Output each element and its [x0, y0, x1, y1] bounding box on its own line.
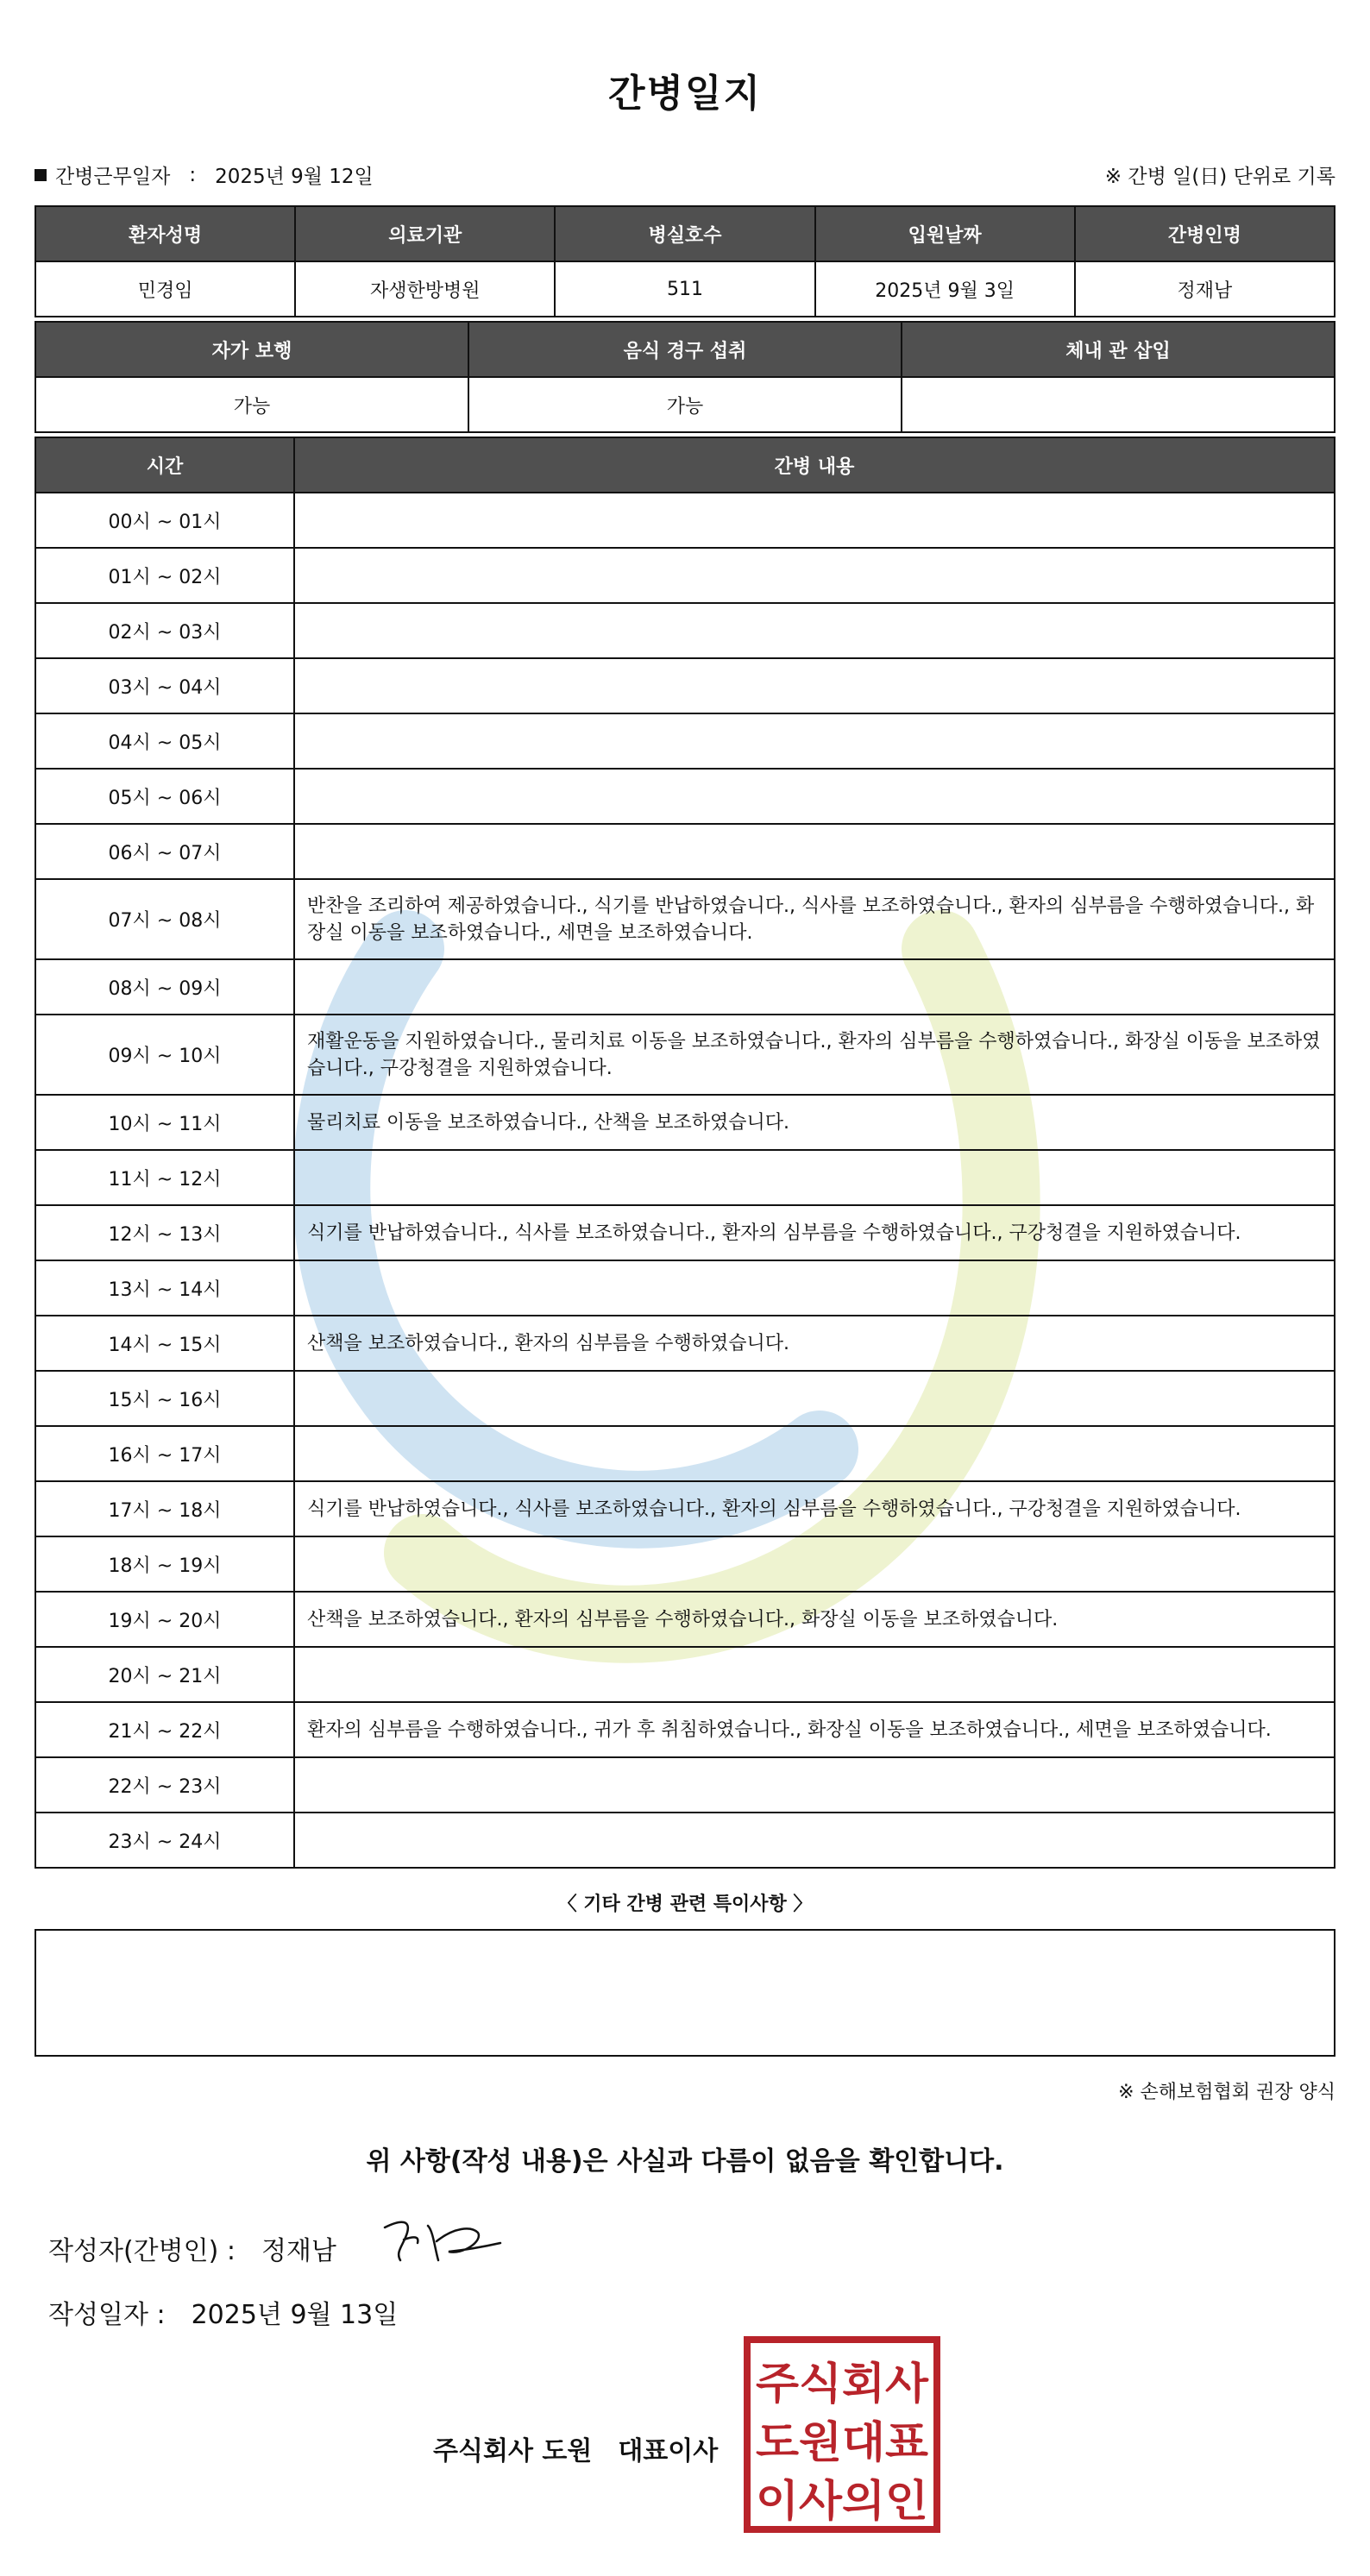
work-date-separator: :: [189, 163, 197, 186]
time-slot: 22시 ~ 23시: [35, 1757, 294, 1813]
work-date-line: [35, 160, 374, 189]
care-note: [294, 1647, 1335, 1702]
time-slot: 05시 ~ 06시: [35, 769, 294, 824]
header-room-number: 병실호수: [555, 206, 814, 261]
written-date-label: 작성일자 :: [48, 2300, 166, 2330]
handwritten-signature: [376, 2210, 506, 2271]
author-line: [48, 2229, 336, 2267]
care-note: [294, 769, 1335, 824]
tube-insertion-value: [902, 377, 1335, 432]
table-row: [35, 658, 1335, 713]
care-note: 재활운동을 지원하였습니다., 물리치료 이동을 보조하였습니다., 환자의 심부름을 수행하였습니다., 화장실 이동을 보조하였습니다., 구강청결을 지원하였습니다.: [294, 1015, 1335, 1095]
care-note: [294, 658, 1335, 713]
time-slot: 12시 ~ 13시: [35, 1205, 294, 1260]
table-row: [35, 603, 1335, 658]
care-note: [294, 1757, 1335, 1813]
admission-date: 2025년 9월 3일: [815, 261, 1075, 317]
document-title: 간병일지: [607, 72, 762, 116]
company-name: 주식회사 도원: [433, 2436, 593, 2466]
bullet-square-icon: [35, 169, 47, 181]
care-note: 식기를 반납하였습니다., 식사를 보조하였습니다., 환자의 심부름을 수행하였습니다., 구강청결을 지원하였습니다.: [294, 1481, 1335, 1536]
table-row: [35, 1702, 1335, 1757]
care-note: [294, 1813, 1335, 1868]
time-slot: 21시 ~ 22시: [35, 1702, 294, 1757]
table-row: [35, 1205, 1335, 1260]
patient-name: 민경임: [35, 261, 295, 317]
time-slot: 13시 ~ 14시: [35, 1260, 294, 1316]
patient-info-table: [35, 205, 1335, 317]
header-caregiver-name: 간병인명: [1075, 206, 1335, 261]
table-row: [35, 824, 1335, 879]
oral-intake-value: 가능: [468, 377, 902, 432]
care-note: 반찬을 조리하여 제공하였습니다., 식기를 반납하였습니다., 식사를 보조하였습니다., 환자의 심부름을 수행하였습니다., 화장실 이동을 보조하였습니다., 세면을 보조하였습니다.: [294, 879, 1335, 959]
author-name: 정재남: [261, 2236, 336, 2266]
table-row: [35, 1150, 1335, 1205]
care-note: [294, 959, 1335, 1015]
time-slot: 06시 ~ 07시: [35, 824, 294, 879]
table-row: [35, 713, 1335, 769]
company-line: [433, 2429, 718, 2467]
time-slot: 17시 ~ 18시: [35, 1481, 294, 1536]
table-row: [35, 1647, 1335, 1702]
seal-text-line: 도원대표: [756, 2417, 929, 2467]
care-note: [294, 1150, 1335, 1205]
representative-title: 대표이사: [618, 2436, 719, 2466]
care-note: [294, 1371, 1335, 1426]
room-number: 511: [555, 261, 814, 317]
header-admission-date: 입원날짜: [815, 206, 1075, 261]
header-time: 시간: [35, 437, 294, 493]
care-note: [294, 1260, 1335, 1316]
table-row: [35, 959, 1335, 1015]
header-oral-intake: 음식 경구 섭취: [468, 322, 902, 377]
care-note: 환자의 심부름을 수행하였습니다., 귀가 후 취침하였습니다., 화장실 이동을 보조하였습니다., 세면을 보조하였습니다.: [294, 1702, 1335, 1757]
time-slot: 19시 ~ 20시: [35, 1592, 294, 1647]
table-row: [35, 493, 1335, 548]
care-log-table: [35, 437, 1335, 1869]
care-note: [294, 824, 1335, 879]
header-tube-insertion: 체내 관 삽입: [902, 322, 1335, 377]
header-care-content: 간병 내용: [294, 437, 1335, 493]
care-note: [294, 493, 1335, 548]
company-seal-stamp: [744, 2336, 940, 2533]
time-slot: 16시 ~ 17시: [35, 1426, 294, 1481]
written-date-line: [48, 2293, 398, 2331]
self-walking-value: 가능: [35, 377, 468, 432]
time-slot: 00시 ~ 01시: [35, 493, 294, 548]
time-slot: 10시 ~ 11시: [35, 1095, 294, 1150]
care-note: [294, 603, 1335, 658]
care-note: [294, 1536, 1335, 1592]
caregiver-name: 정재남: [1075, 261, 1335, 317]
care-note: [294, 548, 1335, 603]
time-slot: 18시 ~ 19시: [35, 1536, 294, 1592]
author-label: 작성자(간병인) :: [48, 2236, 236, 2266]
time-slot: 03시 ~ 04시: [35, 658, 294, 713]
remarks-box: [35, 1929, 1335, 2057]
care-note: [294, 1426, 1335, 1481]
time-slot: 20시 ~ 21시: [35, 1647, 294, 1702]
time-slot: 01시 ~ 02시: [35, 548, 294, 603]
time-slot: 09시 ~ 10시: [35, 1015, 294, 1095]
header-patient-name: 환자성명: [35, 206, 295, 261]
table-row: [35, 1260, 1335, 1316]
care-note: 산책을 보조하였습니다., 환자의 심부름을 수행하였습니다.: [294, 1316, 1335, 1371]
hospital-name: 자생한방병원: [295, 261, 555, 317]
patient-status-table: [35, 321, 1335, 433]
seal-text-line: 주식회사: [756, 2359, 929, 2409]
association-form-note: ※ 손해보험협회 권장 양식: [1118, 2082, 1335, 2103]
work-date-value: 2025년 9월 12일: [215, 166, 374, 188]
table-row: [35, 1481, 1335, 1536]
care-note: 식기를 반납하였습니다., 식사를 보조하였습니다., 환자의 심부름을 수행하였습니다., 구강청결을 지원하였습니다.: [294, 1205, 1335, 1260]
time-slot: 11시 ~ 12시: [35, 1150, 294, 1205]
header-hospital: 의료기관: [295, 206, 555, 261]
table-row: [35, 1015, 1335, 1095]
time-slot: 08시 ~ 09시: [35, 959, 294, 1015]
table-row: [35, 1316, 1335, 1371]
care-note: 산책을 보조하였습니다., 환자의 심부름을 수행하였습니다., 화장실 이동을 보조하였습니다.: [294, 1592, 1335, 1647]
table-row: [35, 1813, 1335, 1868]
time-slot: 04시 ~ 05시: [35, 713, 294, 769]
table-row: [35, 1426, 1335, 1481]
confirmation-statement: 위 사항(작성 내용)은 사실과 다름이 없음을 확인합니다.: [366, 2146, 1004, 2177]
seal-text-line: 이사의인: [756, 2476, 928, 2526]
care-note: 물리치료 이동을 보조하였습니다., 산책을 보조하였습니다.: [294, 1095, 1335, 1150]
table-row: [35, 1592, 1335, 1647]
table-row: [35, 1095, 1335, 1150]
time-slot: 02시 ~ 03시: [35, 603, 294, 658]
table-row: [35, 769, 1335, 824]
table-row: [35, 1536, 1335, 1592]
table-row: [35, 548, 1335, 603]
written-date-value: 2025년 9월 13일: [191, 2300, 399, 2330]
remarks-label: 〈 기타 간병 관련 특이사항 〉: [557, 1894, 813, 1915]
time-slot: 14시 ~ 15시: [35, 1316, 294, 1371]
record-unit-note: ※ 간병 일(日) 단위로 기록: [1104, 166, 1335, 188]
table-row: [35, 879, 1335, 959]
table-row: [35, 1371, 1335, 1426]
header-self-walking: 자가 보행: [35, 322, 468, 377]
time-slot: 23시 ~ 24시: [35, 1813, 294, 1868]
work-date-label: 간병근무일자: [55, 166, 171, 188]
time-slot: 07시 ~ 08시: [35, 879, 294, 959]
time-slot: 15시 ~ 16시: [35, 1371, 294, 1426]
care-note: [294, 713, 1335, 769]
table-row: [35, 1757, 1335, 1813]
